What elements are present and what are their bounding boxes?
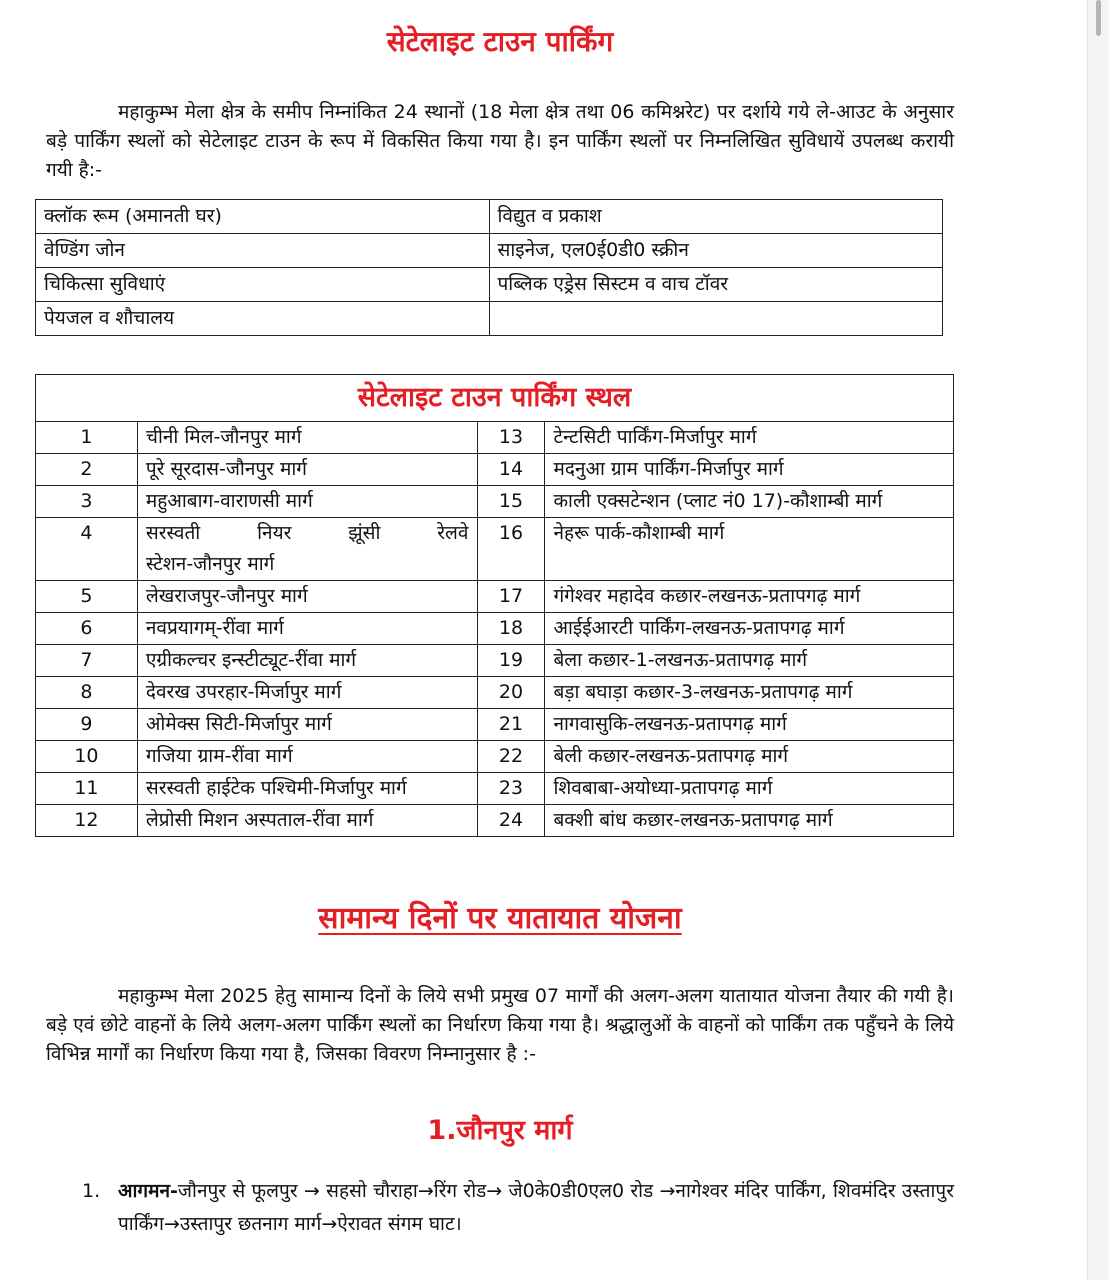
serial-number: 1: [36, 422, 138, 454]
parking-name: पूरे सूरदास-जौनपुर मार्ग: [137, 454, 477, 486]
serial-number: 15: [477, 486, 545, 518]
intro-paragraph: महाकुम्भ मेला क्षेत्र के समीप निम्नांकित 24 स्थानों (18 मेला क्षेत्र तथा 06 कमिश्नरेट) पर दर्शाये गये ले-आउट के अनुसार बड़े पार्किंग स्थलों को सेटेलाइट टाउन के रूप में विकसित किया गया है। इन पार्किंग स्थलों पर निम्नलिखित सुविधायें उपलब्ध करायी गयी है:-: [46, 101, 954, 181]
serial-number: 2: [36, 454, 138, 486]
serial-number: 6: [36, 613, 138, 645]
serial-number: 14: [477, 454, 545, 486]
serial-number: 24: [477, 805, 545, 837]
table-row: [36, 805, 954, 837]
arrival-label: आगमन-: [118, 1180, 178, 1202]
page-title: सेटेलाइट टाउन पार्किंग: [386, 25, 614, 58]
table-row: [36, 645, 954, 677]
facility-cell: [489, 302, 943, 336]
parking-name: गंगेश्वर महादेव कछार-लखनऊ-प्रतापगढ़ मार्ग: [545, 581, 954, 613]
serial-number: 7: [36, 645, 138, 677]
parking-name: सरस्वती हाईटेक पश्चिमी-मिर्जापुर मार्ग: [137, 773, 477, 805]
table-row: [36, 234, 943, 268]
parking-name: एग्रीकल्चर इन्स्टीट्यूट-रींवा मार्ग: [137, 645, 477, 677]
serial-number: 5: [36, 581, 138, 613]
facility-cell: साइनेज, एल0ई0डी0 स्क्रीन: [489, 234, 943, 268]
facilities-table: [35, 199, 943, 336]
facility-cell: वेण्डिंग जोन: [36, 234, 490, 268]
facility-cell: विद्युत व प्रकाश: [489, 200, 943, 234]
facility-cell: चिकित्सा सुविधाएं: [36, 268, 490, 302]
serial-number: 17: [477, 581, 545, 613]
table-row: [36, 422, 954, 454]
parking-name: नवप्रयागम्-रींवा मार्ग: [137, 613, 477, 645]
facility-cell: पब्लिक एड्रेस सिस्टम व वाच टॉवर: [489, 268, 943, 302]
table-header-row: [36, 375, 954, 422]
parking-table-heading: सेटेलाइट टाउन पार्किंग स्थल: [36, 375, 954, 422]
table-row: [36, 581, 954, 613]
serial-number: 12: [36, 805, 138, 837]
parking-name: महुआबाग-वाराणसी मार्ग: [137, 486, 477, 518]
parking-name: नागवासुकि-लखनऊ-प्रतापगढ़ मार्ग: [545, 709, 954, 741]
serial-number: 16: [477, 518, 545, 581]
parking-name-line: सरस्वती नियर झूंसी रेलवे: [145, 522, 469, 544]
serial-number: 18: [477, 613, 545, 645]
serial-number: 20: [477, 677, 545, 709]
table-row: [36, 518, 954, 581]
table-row: [36, 709, 954, 741]
scrollbar-thumb[interactable]: [1096, 0, 1101, 36]
traffic-plan-paragraph: महाकुम्भ मेला 2025 हेतु सामान्य दिनों के लिये सभी प्रमुख 07 मार्गों की अलग-अलग यातायात योजना तैयार की गयी है। बड़े एवं छोटे वाहनों के लिये अलग-अलग पार्किंग स्थलों का निर्धारण किया गया है। श्रद्धालुओं के वाहनों को पार्किंग तक पहुँचने के लिये विभिन्न मार्गों का निर्धारण किया गया है, जिसका विवरण निम्नानुसार है :-: [46, 985, 954, 1065]
parking-name: गजिया ग्राम-रींवा मार्ग: [137, 741, 477, 773]
facility-cell: क्लॉक रूम (अमानती घर): [36, 200, 490, 234]
parking-name: आईईआरटी पार्किंग-लखनऊ-प्रतापगढ़ मार्ग: [545, 613, 954, 645]
serial-number: 19: [477, 645, 545, 677]
serial-number: 8: [36, 677, 138, 709]
parking-name-line: स्टेशन-जौनपुर मार्ग: [145, 553, 275, 575]
parking-name: लेप्रोसी मिशन अस्पताल-रींवा मार्ग: [137, 805, 477, 837]
serial-number: 13: [477, 422, 545, 454]
parking-name: नेहरू पार्क-कौशाम्बी मार्ग: [545, 518, 954, 581]
parking-name: देवरख उपरहार-मिर्जापुर मार्ग: [137, 677, 477, 709]
serial-number: 21: [477, 709, 545, 741]
parking-name: टेन्टसिटी पार्किंग-मिर्जापुर मार्ग: [545, 422, 954, 454]
serial-number: 11: [36, 773, 138, 805]
route-title: 1.जौनपुर मार्ग: [427, 1115, 573, 1146]
table-row: [36, 613, 954, 645]
parking-name: चीनी मिल-जौनपुर मार्ग: [137, 422, 477, 454]
parking-locations-table: [35, 374, 954, 837]
traffic-plan-title-text: सामान्य दिनों पर यातायात योजना: [318, 901, 682, 936]
traffic-plan-title: [0, 896, 1000, 937]
serial-number: 22: [477, 741, 545, 773]
serial-number: 3: [36, 486, 138, 518]
list-item-text: [118, 1175, 954, 1241]
arrival-route: जौनपुर से फूलपुर → सहसो चौराहा→रिंग रोड→ जे0के0डी0एल0 रोड →नागेश्वर मंदिर पार्किंग, शिवमंदिर उस्तापुर पार्किंग→उस्तापुर छतनाग मार्ग→ऐरावत संगम घाट।: [118, 1180, 954, 1235]
parking-name: मदनुआ ग्राम पार्किंग-मिर्जापुर मार्ग: [545, 454, 954, 486]
route-list-item: [82, 1175, 954, 1241]
serial-number: 4: [36, 518, 138, 581]
serial-number: 9: [36, 709, 138, 741]
table-row: [36, 454, 954, 486]
parking-name: ओमेक्स सिटी-मिर्जापुर मार्ग: [137, 709, 477, 741]
table-row: [36, 200, 943, 234]
table-row: [36, 741, 954, 773]
parking-name: बक्शी बांध कछार-लखनऊ-प्रतापगढ़ मार्ग: [545, 805, 954, 837]
parking-name: बेली कछार-लखनऊ-प्रतापगढ़ मार्ग: [545, 741, 954, 773]
scrollbar[interactable]: [1087, 0, 1109, 1280]
parking-name: बड़ा बघाड़ा कछार-3-लखनऊ-प्रतापगढ़ मार्ग: [545, 677, 954, 709]
serial-number: 23: [477, 773, 545, 805]
serial-number: 10: [36, 741, 138, 773]
parking-name: शिवबाबा-अयोध्या-प्रतापगढ़ मार्ग: [545, 773, 954, 805]
parking-name: लेखराजपुर-जौनपुर मार्ग: [137, 581, 477, 613]
facility-cell: पेयजल व शौचालय: [36, 302, 490, 336]
list-number: 1.: [82, 1180, 101, 1202]
parking-name: [137, 518, 477, 581]
table-row: [36, 486, 954, 518]
parking-name: काली एक्सटेन्शन (प्लाट नं0 17)-कौशाम्बी मार्ग: [545, 486, 954, 518]
parking-name: बेला कछार-1-लखनऊ-प्रतापगढ़ मार्ग: [545, 645, 954, 677]
table-row: [36, 773, 954, 805]
table-row: [36, 677, 954, 709]
table-row: [36, 302, 943, 336]
table-row: [36, 268, 943, 302]
